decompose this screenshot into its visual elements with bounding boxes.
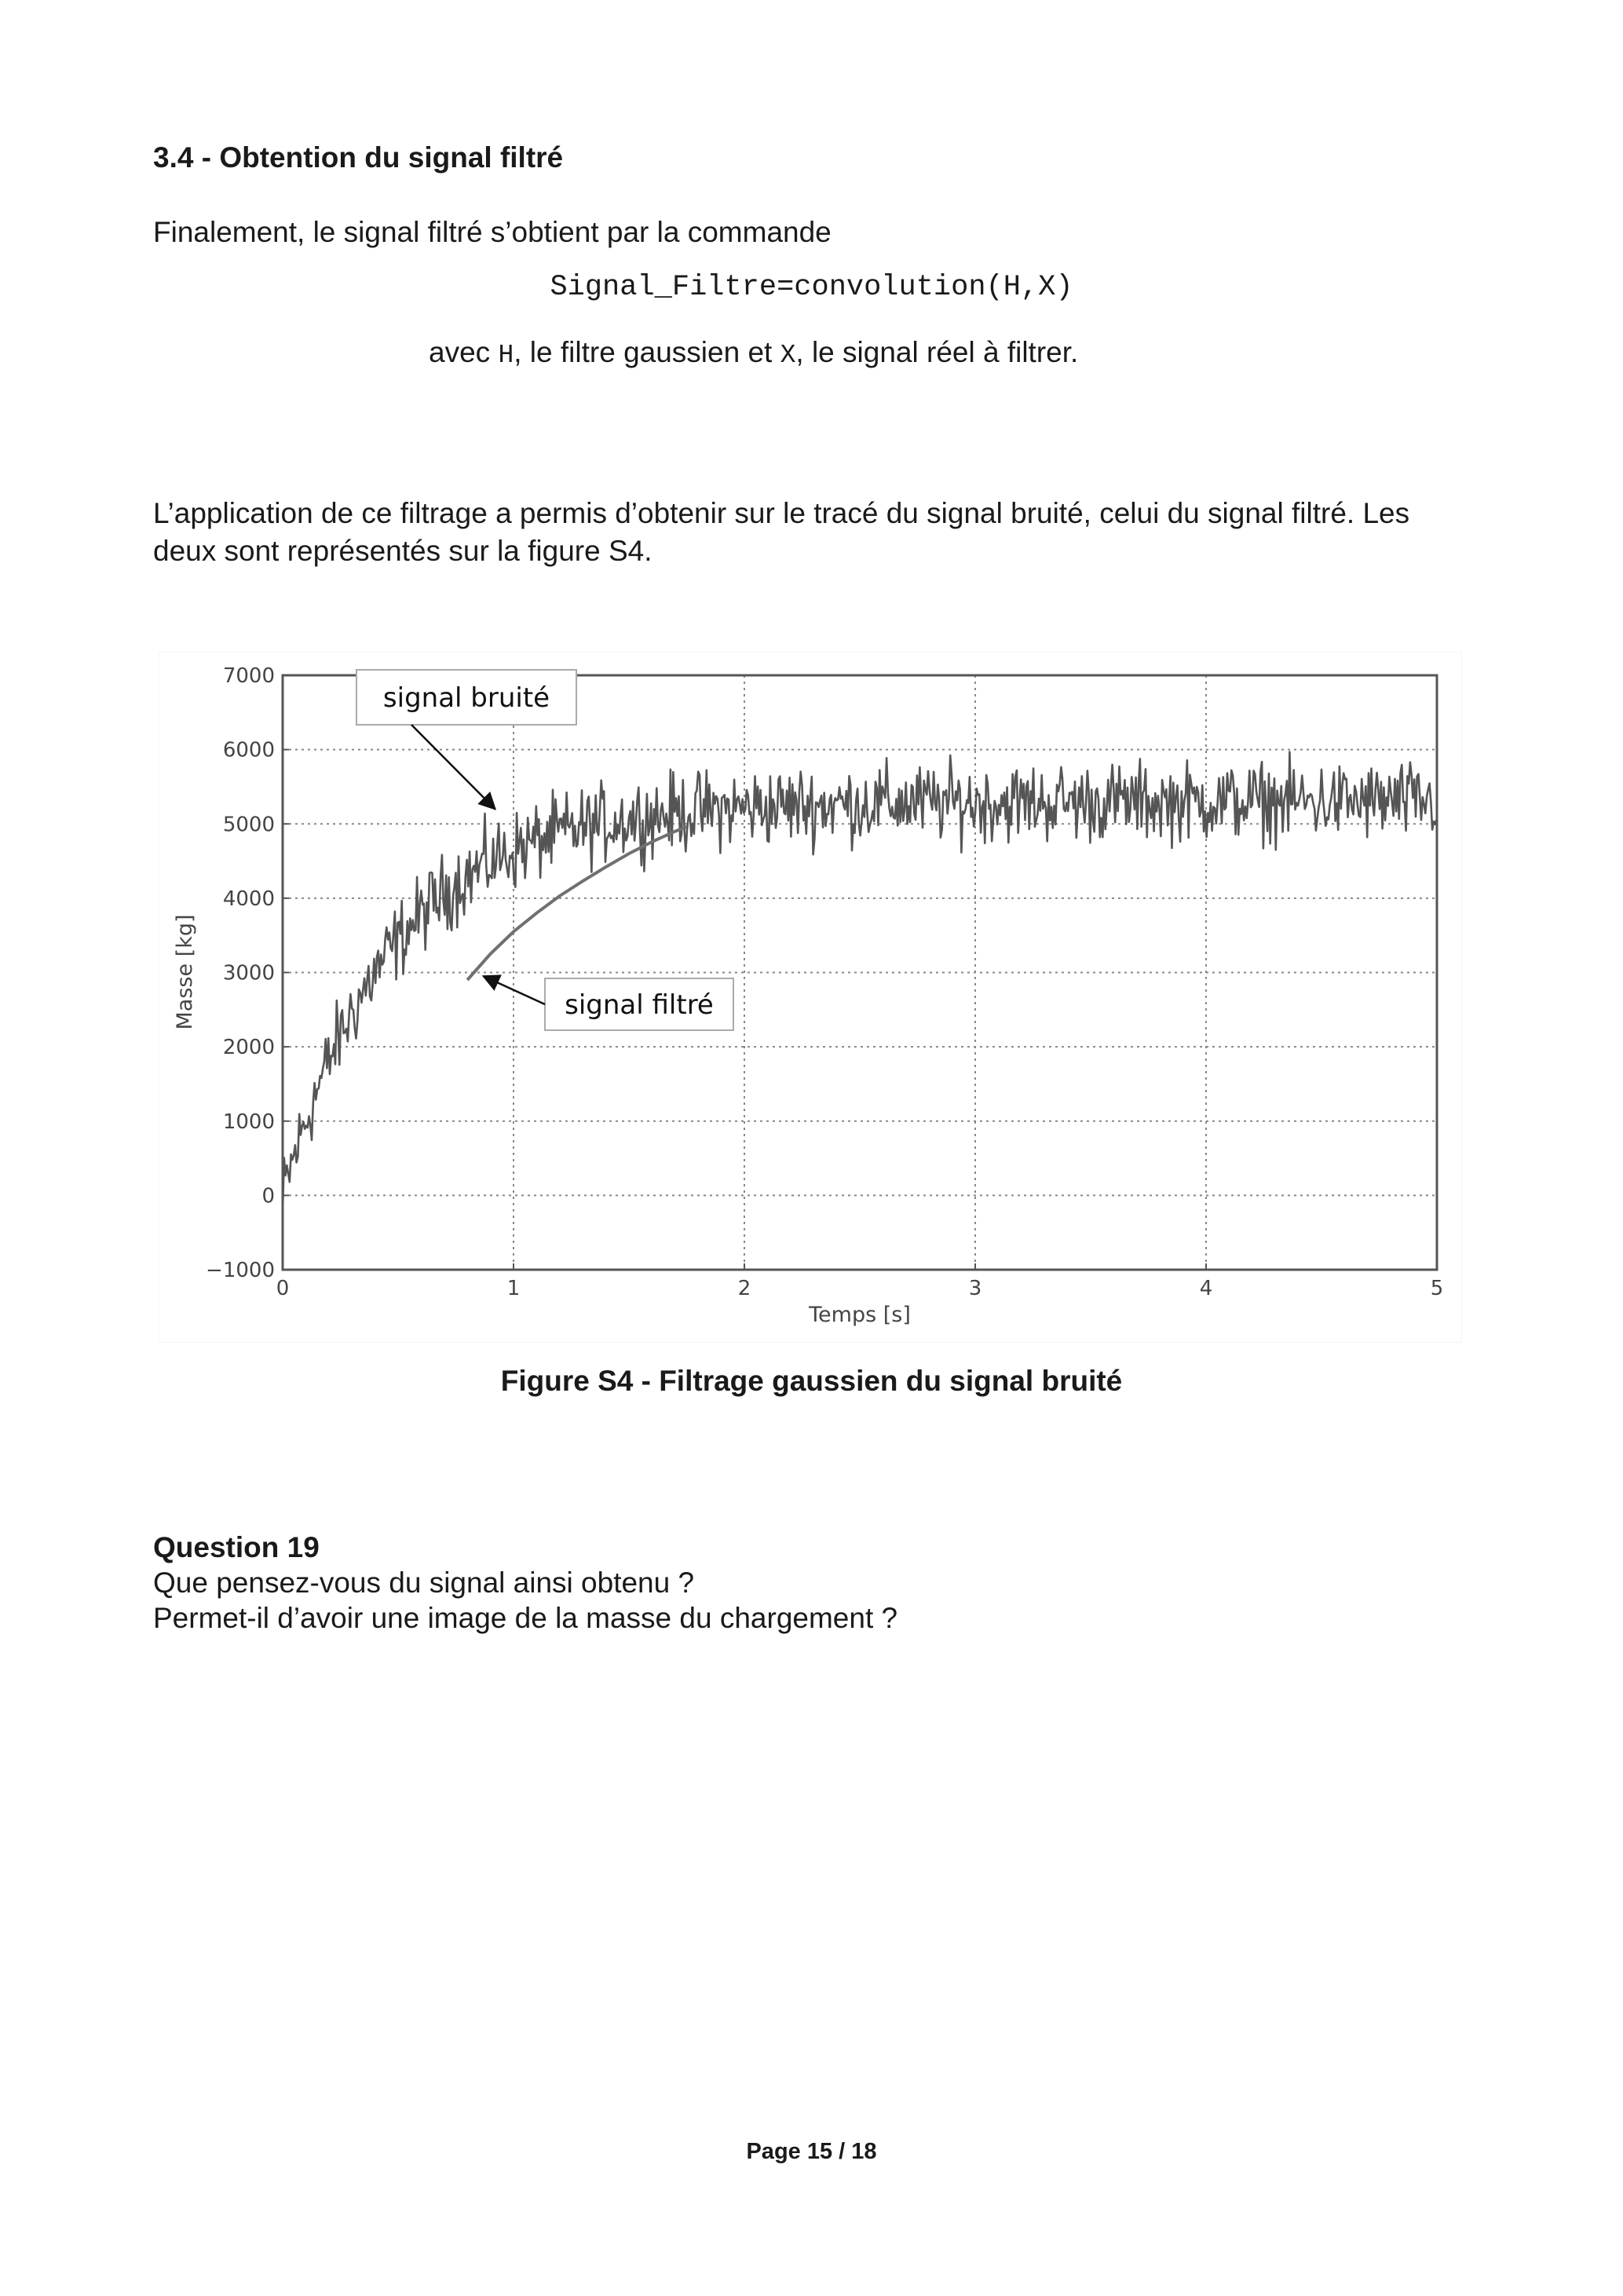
x-symbol: X (780, 341, 796, 370)
y-tick-label: 2000 (222, 1036, 275, 1060)
annotation-label: signal bruité (382, 682, 550, 714)
y-axis-label: Masse [kg] (173, 914, 197, 1030)
section-title: 3.4 - Obtention du signal filtré (153, 141, 564, 174)
page-number: Page 15 / 18 (746, 2139, 877, 2164)
x-tick-label: 2 (737, 1277, 751, 1300)
figure-caption: Figure S4 - Filtrage gaussien du signal bruité (500, 1365, 1123, 1397)
intro-text: Finalement, le signal filtré s’obtient par la commande (153, 216, 832, 248)
figure-s4 (159, 652, 1462, 1343)
question-line-1: Que pensez-vous du signal ainsi obtenu ? (153, 1567, 695, 1599)
chart (159, 652, 1462, 1343)
x-axis-label: Temps [s] (809, 1303, 911, 1327)
avec-line (429, 336, 1078, 370)
x-tick-label: 5 (1430, 1277, 1444, 1300)
y-tick-label: −1000 (206, 1259, 275, 1282)
x-tick-label: 1 (506, 1277, 521, 1300)
x-tick-label: 4 (1199, 1277, 1213, 1300)
x-tick-label: 0 (276, 1277, 290, 1300)
x-tick-label: 3 (968, 1277, 982, 1300)
question-line-2: Permet-il d’avoir une image de la masse du chargement ? (153, 1602, 898, 1634)
avec-suffix: , le signal réel à filtrer. (795, 336, 1079, 368)
question-title: Question 19 (153, 1531, 320, 1563)
y-tick-label: 0 (261, 1184, 275, 1208)
y-tick-label: 5000 (222, 813, 275, 837)
annotation-label: signal filtré (565, 989, 714, 1021)
y-tick-label: 6000 (222, 738, 275, 762)
avec-prefix: avec (429, 336, 499, 368)
avec-middle: , le filtre gaussien et (514, 336, 780, 368)
paragraph-line-2: deux sont représentés sur la figure S4. (153, 535, 652, 567)
y-tick-label: 3000 (222, 961, 275, 985)
y-tick-label: 1000 (222, 1110, 275, 1134)
command-code: Signal_Filtre=convolution(H,X) (550, 271, 1073, 304)
paragraph-line-1: L’application de ce filtrage a permis d’obtenir sur le tracé du signal bruité, celui du signal filtré. Les (153, 497, 1410, 529)
y-tick-label: 4000 (222, 887, 275, 911)
y-tick-label: 7000 (222, 664, 275, 688)
h-symbol: H (498, 341, 514, 370)
